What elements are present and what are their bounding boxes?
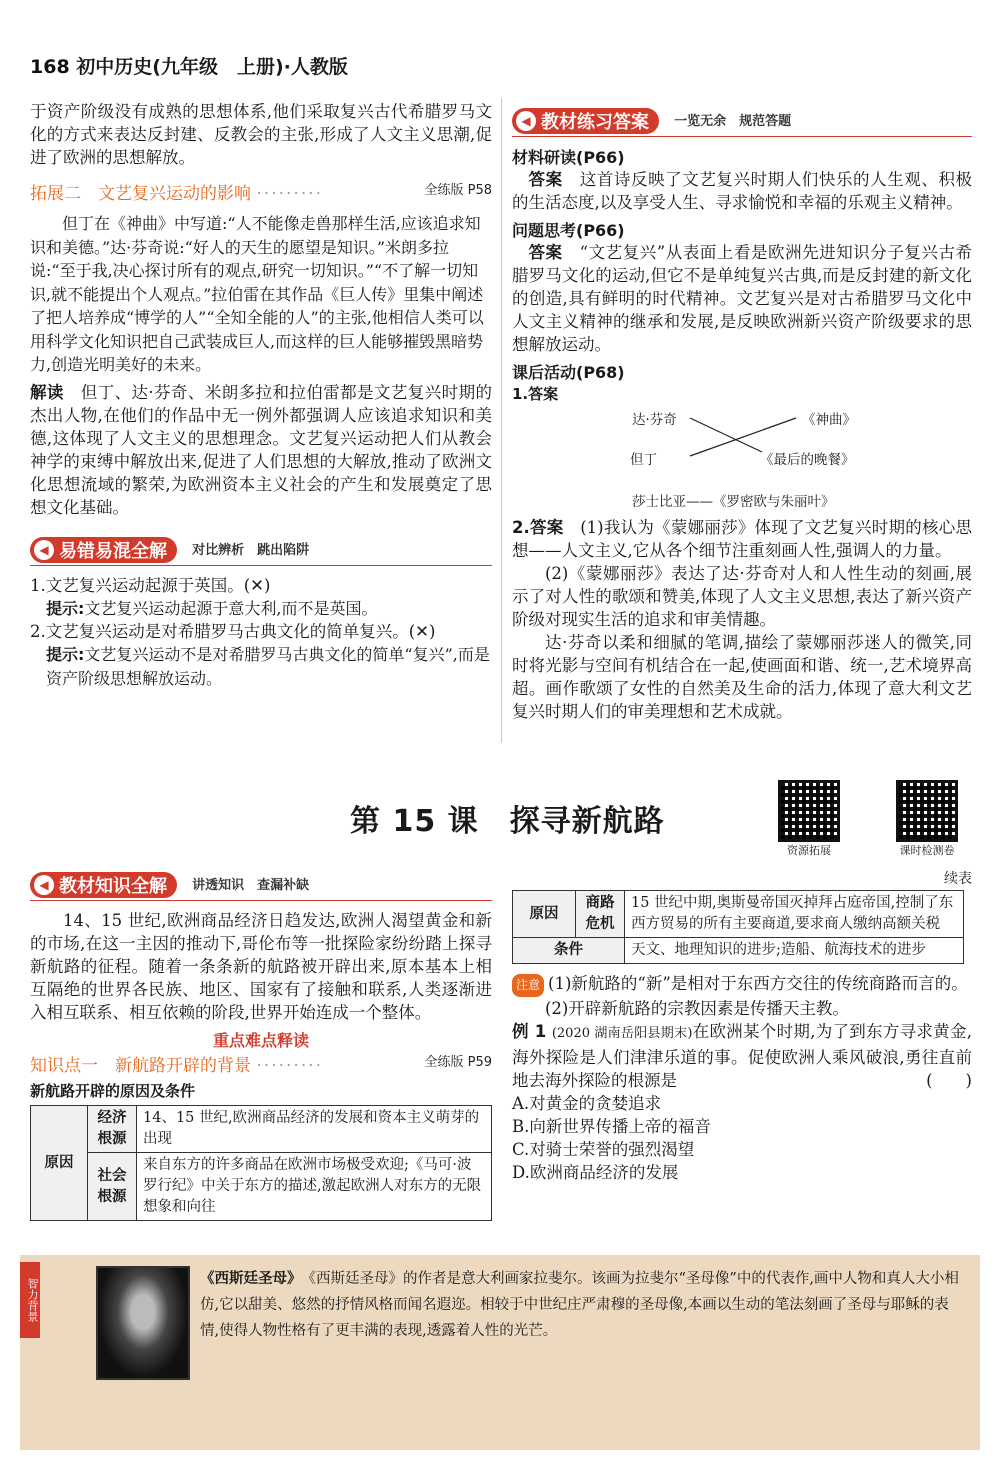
- cell-cond: 条件: [513, 938, 625, 964]
- match-right-1: 《神曲》: [802, 412, 856, 428]
- option-d: D.欧洲商品经济的发展: [512, 1162, 679, 1182]
- painting-image: [96, 1266, 190, 1380]
- option-b: B.向新世界传播上帝的福音: [512, 1116, 711, 1136]
- example-text: 在欧洲某个时期,为了到东方寻求黄金,海外探险是人们津津乐道的事。促使欧洲人乘风破浪,勇往直前地去海外探险的根源是: [512, 1022, 972, 1090]
- left-column: [30, 100, 492, 690]
- matching-diagram: [512, 404, 972, 516]
- lower-right-column: [512, 868, 972, 1184]
- megaphone-icon: ◀: [516, 111, 536, 131]
- option-c: C.对骑士荣誉的强烈渴望: [512, 1139, 695, 1159]
- note-tag: 注意: [512, 974, 544, 997]
- note1-text: (1)新航路的“新”是相对于东西方交往的传统商路而言的。: [548, 974, 968, 993]
- error-statement-1: 1.文艺复兴运动起源于英国。(✕): [30, 575, 271, 595]
- hint-label: 提示:: [46, 598, 85, 618]
- answer-label: 2.答案: [512, 518, 564, 537]
- bottom-title: 《西斯廷圣母》: [200, 1270, 295, 1287]
- errors-pill-sub: 对比辨析 跳出陷阱: [192, 542, 310, 558]
- q2-title: 问题思考(P66): [512, 221, 625, 240]
- qr-test[interactable]: [896, 780, 958, 858]
- q3-a2: [512, 516, 972, 562]
- explain-paragraph: [30, 381, 492, 519]
- cell-crisis: 商路危机: [576, 891, 625, 938]
- match-left-2: 但丁: [630, 452, 657, 468]
- bottom-text: [200, 1266, 960, 1344]
- q3-title: 课后活动(P68): [512, 363, 625, 382]
- lower-left-column: [30, 872, 492, 1221]
- megaphone-icon: ◀: [34, 540, 54, 560]
- errors-pill: [30, 537, 177, 563]
- a2-p3: 达·芬奇以柔和细腻的笔调,描绘了蒙娜丽莎迷人的微笑,同时将光影与空间有机结合在一起,使画面和谐、统一,艺术境界高超。画作歌颂了女性的自然美及生命的活力,体现了意大利文艺复兴时期人们的审美理想和艺术成就。: [512, 633, 972, 721]
- topic-dots: ·········: [256, 184, 324, 204]
- right-column: [512, 108, 972, 723]
- answer-label: 答案: [528, 170, 563, 189]
- answer-label: 答案: [528, 243, 563, 262]
- error-hint-2: [30, 643, 492, 690]
- kp1-label: 知识点一 新航路开辟的背景: [30, 1056, 251, 1076]
- intro-paragraph: 于资产阶级没有成熟的思想体系,他们采取复兴古代希腊罗马文化的方式来表达反封建、反教会的主张,形成了人文主义思潮,促进了欧洲的思想解放。: [30, 102, 492, 167]
- page-header: [30, 52, 348, 79]
- knowledge-pill-label: 教材知识全解: [59, 876, 167, 897]
- topic-ref: 全练版 P58: [424, 183, 492, 198]
- option-a: A.对黄金的贪婪追求: [512, 1093, 662, 1113]
- cell-econ-text: 14、15 世纪,欧洲商品经济的发展和资本主义萌芽的出现: [137, 1106, 492, 1153]
- q1-answer: [512, 168, 972, 214]
- kp1-dots: ·········: [256, 1056, 324, 1076]
- hint-label: 提示:: [46, 645, 85, 664]
- quote-paragraph: 但丁在《神曲》中写道:“人不能像走兽那样生活,应该追求知识和美德。”达·芬奇说:“好人的天生的愿望是知识。”米朗多拉说:“至于我,决心探讨所有的观点,研究一切知识。”“不了解一切知识,就不能提出个人观点。”拉伯雷在其作品《巨人传》里集中阐述了把人培养成“博学的人”“全知全能的人”的主张,他相信人类可以用科学文化知识把自己武装成巨人,而这样的巨人能够摧毁黑暗势力,创造光明美好的未来。: [30, 214, 484, 374]
- cell-reason: 原因: [31, 1106, 88, 1221]
- errors-section-header: [30, 537, 492, 566]
- cell-social-text: 来自东方的许多商品在欧洲市场极受欢迎;《马可·波罗行纪》中关于东方的描述,激起欧洲人对东方的无限想象和向往: [137, 1153, 492, 1221]
- hint-text: 文艺复兴运动起源于意大利,而不是英国。: [84, 598, 378, 618]
- a2-p2: (2)《蒙娜丽莎》表达了达·芬奇对人和人性生动的刻画,展示了对人性的歌颂和赞美,体现了人文主义思想,表达了新兴资产阶级对现实生活的追求和审美情趣。: [512, 564, 972, 629]
- topic-label: 拓展二 文艺复兴运动的影响: [30, 184, 251, 204]
- side-tag: 智力背景: [20, 1262, 40, 1338]
- note-2: (2)开辟新航路的宗教因素是传播天主教。: [545, 999, 849, 1018]
- answer-text: “文艺复兴”从表面上看是欧洲先进知识分子复兴古希腊罗马文化的运动,但它不是单纯复兴古典,而是反封建的新文化的创造,具有鲜明的时代精神。文艺复兴是对古希腊罗马文化中人文主义精神的继承和发展,是反映欧洲新兴资产阶级要求的思想解放运动。: [512, 243, 973, 354]
- example-1: [512, 1020, 972, 1092]
- page-number: 168: [30, 56, 70, 78]
- answers-pill-sub: 一览无余 规范答题: [674, 114, 792, 129]
- error-statement-2: 2.文艺复兴运动是对希腊罗马古典文化的简单复兴。(✕): [30, 622, 436, 641]
- qr-code-icon: [896, 780, 958, 842]
- q2-answer: [512, 241, 972, 356]
- hint-text: 文艺复兴运动不是对希腊罗马古典文化的简单“复兴”,而是资产阶级思想解放运动。: [46, 645, 490, 688]
- answer-paren: ( ): [926, 1070, 972, 1090]
- qr-code-icon: [778, 780, 840, 842]
- lesson-title: 第 15 课 探寻新航路: [350, 804, 665, 839]
- example-source: (2020 湖南岳阳县期末): [551, 1026, 693, 1041]
- lesson-intro: 14、15 世纪,欧洲商品经济日趋发达,欧洲人渴望黄金和新的市场,在这一主因的推动下,哥伦布等一批探险家纷纷踏上探寻新航路的征程。随着一条条新的航路被开辟出来,原本基本上相互隔绝的世界各民族、地区、国家有了接触和联系,人类逐渐进入相互联系、相互依赖的阶段,世界开始连成一个整体。: [30, 911, 492, 1022]
- explain-label: 解读: [30, 382, 64, 402]
- continued-label: 续表: [944, 871, 972, 887]
- knowledge-section-header: [30, 872, 492, 901]
- cell-cond-text: 天文、地理知识的进步;造船、航海技术的进步: [625, 938, 964, 964]
- example-label: 例 1: [512, 1022, 547, 1041]
- table-title: 新航路开辟的原因及条件: [30, 1082, 196, 1100]
- answers-pill: [512, 108, 659, 134]
- topic-heading: [30, 179, 492, 204]
- qr-test-label: 课时检测卷: [899, 844, 955, 857]
- errors-list: [30, 574, 492, 691]
- column-divider: [501, 98, 502, 743]
- match-bottom: 莎士比亚——《罗密欧与朱丽叶》: [632, 494, 835, 510]
- answer-text: 这首诗反映了文艺复兴时期人们快乐的人生观、积极的生活态度,以及享受人生、寻求愉悦和幸福的乐观主义精神。: [512, 170, 973, 212]
- match-left-1: 达·芬奇: [632, 412, 677, 428]
- qr-resource[interactable]: [778, 780, 840, 858]
- error-hint-1: [30, 597, 492, 621]
- note-1: [512, 972, 972, 997]
- reasons-table-cont: [512, 890, 964, 964]
- answers-section-header: [512, 108, 972, 137]
- match-lines: [688, 412, 798, 458]
- cell-crisis-text: 15 世纪中期,奥斯曼帝国灭掉拜占庭帝国,控制了东西方贸易的所有主要商道,要求商人缴纳高额关税: [625, 891, 964, 938]
- cell-econ: 经济根源: [88, 1106, 137, 1153]
- explain-text: 但丁、达·芬奇、米朗多拉和拉伯雷都是文艺复兴时期的杰出人物,在他们的作品中无一例外都强调人应该追求知识和美德,这体现了人文主义的思想理念。文艺复兴运动把人们从教会神学的束缚中解放出来,促进了人们思想的大解放,推动了欧洲文化思想流域的繁荣,为欧洲资本主义社会的产生和发展奠定了思想文化基础。: [30, 382, 493, 517]
- book-title: 初中历史(九年级 上册)·人教版: [76, 56, 348, 78]
- qr-resource-label: 资源拓展: [787, 844, 831, 857]
- megaphone-icon: ◀: [34, 875, 54, 895]
- q3-a1-label: 1.答案: [512, 385, 559, 403]
- answers-pill-label: 教材练习答案: [541, 112, 649, 133]
- kp1-ref: 全练版 P59: [424, 1055, 492, 1070]
- knowledge-pill-sub: 讲透知识 查漏补缺: [192, 878, 310, 893]
- q1-title: 材料研读(P66): [512, 148, 625, 167]
- cell-social: 社会根源: [88, 1153, 137, 1221]
- bottom-body: 《西斯廷圣母》的作者是意大利画家拉斐尔。该画为拉斐尔“圣母像”中的代表作,画中人物和真人大小相仿,它以甜美、悠然的抒情风格而闻名遐迩。相较于中世纪庄严肃穆的圣母像,本画以生动的笔法刻画了圣母与耶稣的表情,使得人物性格有了更丰满的表现,透露着人性的光芒。: [200, 1271, 959, 1339]
- subhead: 重点难点释读: [212, 1031, 309, 1050]
- cell-reason: 原因: [513, 891, 576, 938]
- reasons-table: [30, 1105, 492, 1221]
- match-right-2: 《最后的晚餐》: [760, 452, 855, 468]
- errors-pill-label: 易错易混全解: [59, 540, 167, 562]
- a2-p1: (1)我认为《蒙娜丽莎》体现了文艺复兴时期的核心思想——人文主义,它从各个细节注重刻画人性,强调人的力量。: [512, 518, 973, 560]
- kp1-heading: [30, 1051, 492, 1076]
- knowledge-pill: [30, 872, 177, 898]
